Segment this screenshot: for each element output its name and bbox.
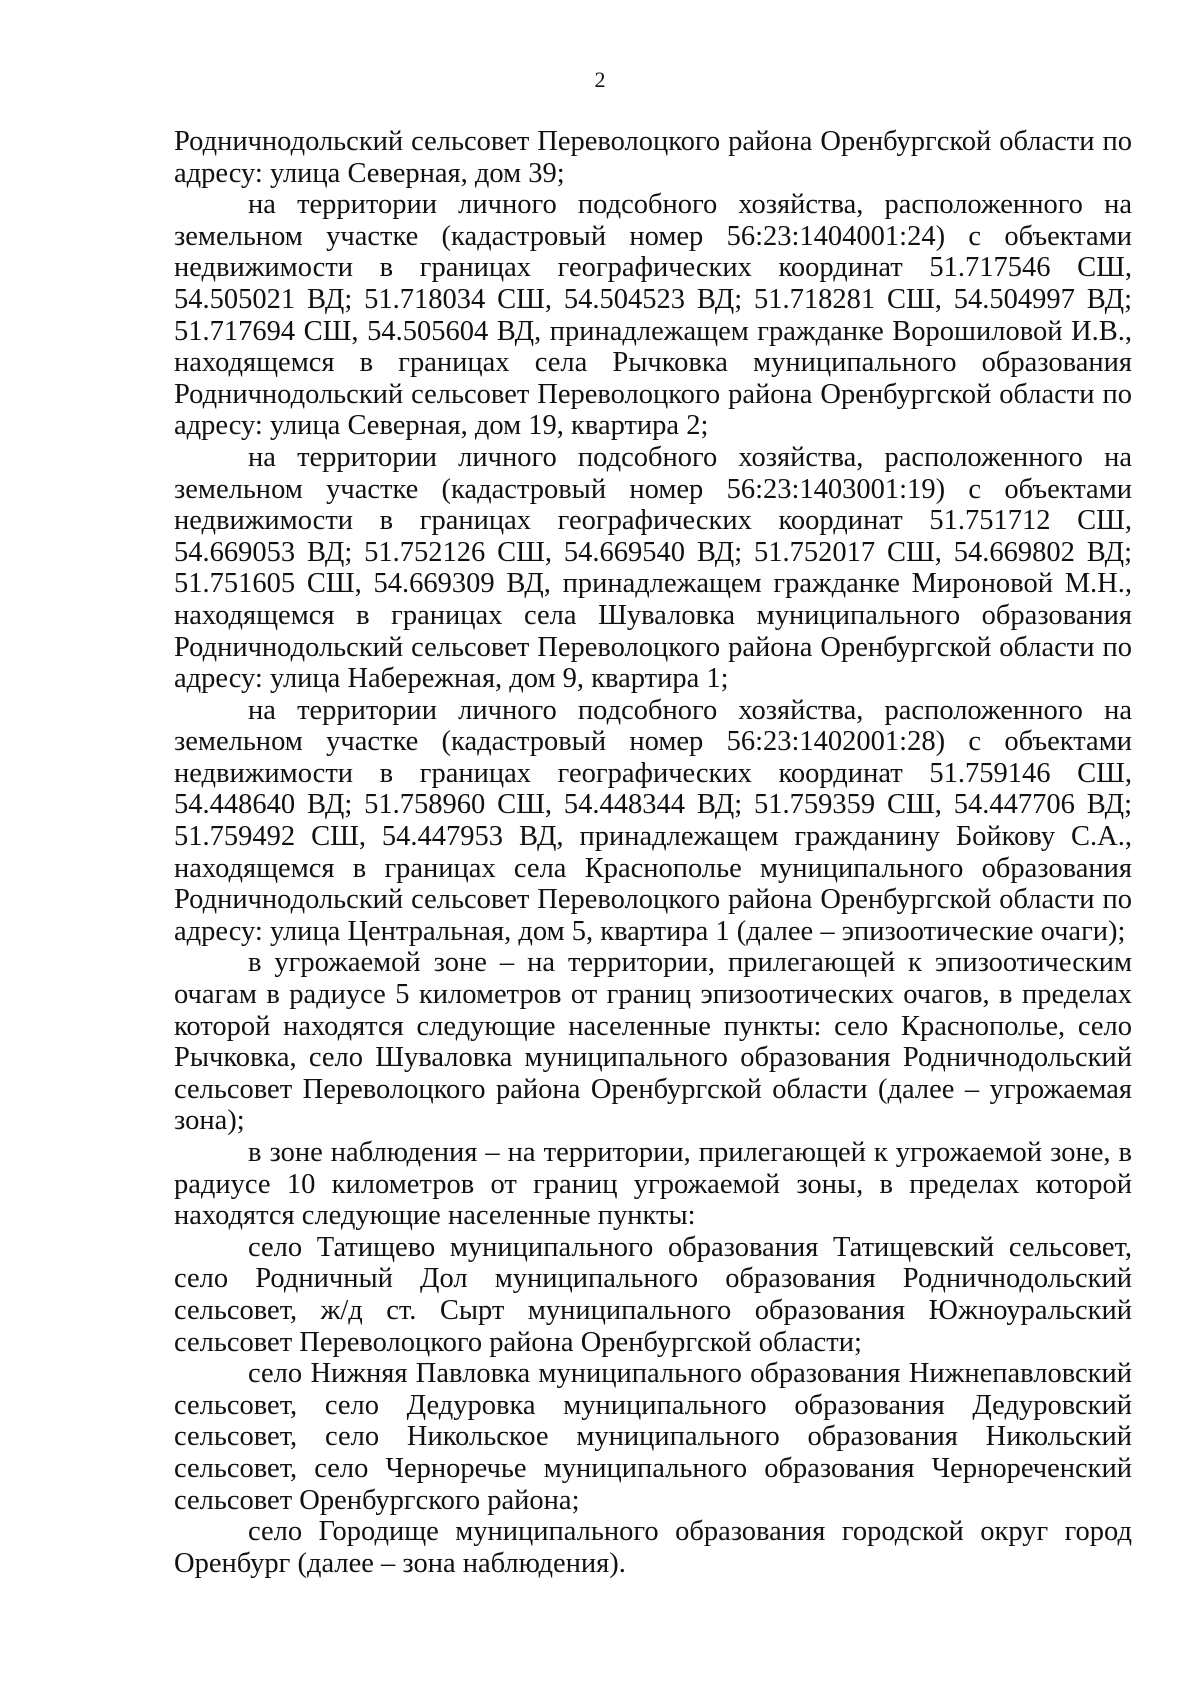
- paragraph-observation-list-perevolotsky: село Татищево муниципального образования Татищевский сельсовет, село Родничный Дол муниципального образования Родничнодольский сельсовет, ж/д ст. Сырт муниципального образования Южноуральский сельсовет Переволоцкого района Оренбургской области;: [174, 1231, 1132, 1358]
- paragraph-observation-list-orenburg-district: село Нижняя Павловка муниципального образования Нижнепавловский сельсовет, село Дедуровка муниципального образования Дедуровский сельсовет, село Никольское муниципального образования Никольский сельсовет, село Черноречье муниципального образования Чернореченский сельсовет Оренбургского района;: [174, 1358, 1132, 1516]
- paragraph-farm-boykov: на территории личного подсобного хозяйства, расположенного на земельном участке (кадастровый номер 56:23:1402001:28) с объектами недвижимости в границах географических координат 51.759146 СШ, 54.448640 ВД; 51.758960 СШ, 54.448344 ВД; 51.759359 СШ, 54.447706 ВД; 51.759492 СШ, 54.447953 ВД, принадлежащем гражданину Бойкову С.А., находящемся в границах села Краснополье муниципального образования Родничнодольский сельсовет Переволоцкого района Оренбургской области по адресу: улица Центральная, дом 5, квартира 1 (далее – эпизоотические очаги);: [174, 694, 1132, 947]
- paragraph-threatened-zone: в угрожаемой зоне – на территории, прилегающей к эпизоотическим очагам в радиусе 5 километров от границ эпизоотических очагов, в пределах которой находятся следующие населенные пункты: село Краснополье, село Рычковка, село Шуваловка муниципального образования Родничнодольский сельсовет Переволоцкого района Оренбургской области (далее – угрожаемая зона);: [174, 947, 1132, 1137]
- paragraph-observation-list-orenburg-city: село Городище муниципального образования городской округ город Оренбург (далее – зона наблюдения).: [174, 1516, 1132, 1579]
- paragraph-address-continuation: Родничнодольский сельсовет Переволоцкого района Оренбургской области по адресу: улица Северная, дом 39;: [174, 126, 1132, 189]
- page-number: 2: [594, 67, 606, 92]
- paragraph-farm-mironova: на территории личного подсобного хозяйства, расположенного на земельном участке (кадастровый номер 56:23:1403001:19) с объектами недвижимости в границах географических координат 51.751712 СШ, 54.669053 ВД; 51.752126 СШ, 54.669540 ВД; 51.752017 СШ, 54.669802 ВД; 51.751605 СШ, 54.669309 ВД, принадлежащем гражданке Мироновой М.Н., находящемся в границах села Шуваловка муниципального образования Родничнодольский сельсовет Переволоцкого района Оренбургской области по адресу: улица Набережная, дом 9, квартира 1;: [174, 441, 1132, 695]
- paragraph-observation-zone: в зоне наблюдения – на территории, прилегающей к угрожаемой зоне, в радиусе 10 километров от границ угрожаемой зоны, в пределах которой находятся следующие населенные пункты:: [174, 1137, 1132, 1232]
- document-body: [174, 126, 1132, 1579]
- paragraph-farm-voroshilova: на территории личного подсобного хозяйства, расположенного на земельном участке (кадастровый номер 56:23:1404001:24) с объектами недвижимости в границах географических координат 51.717546 СШ, 54.505021 ВД; 51.718034 СШ, 54.504523 ВД; 51.718281 СШ, 54.504997 ВД; 51.717694 СШ, 54.505604 ВД, принадлежащем гражданке Ворошиловой И.В., находящемся в границах села Рычковка муниципального образования Родничнодольский сельсовет Переволоцкого района Оренбургской области по адресу: улица Северная, дом 19, квартира 2;: [174, 189, 1132, 442]
